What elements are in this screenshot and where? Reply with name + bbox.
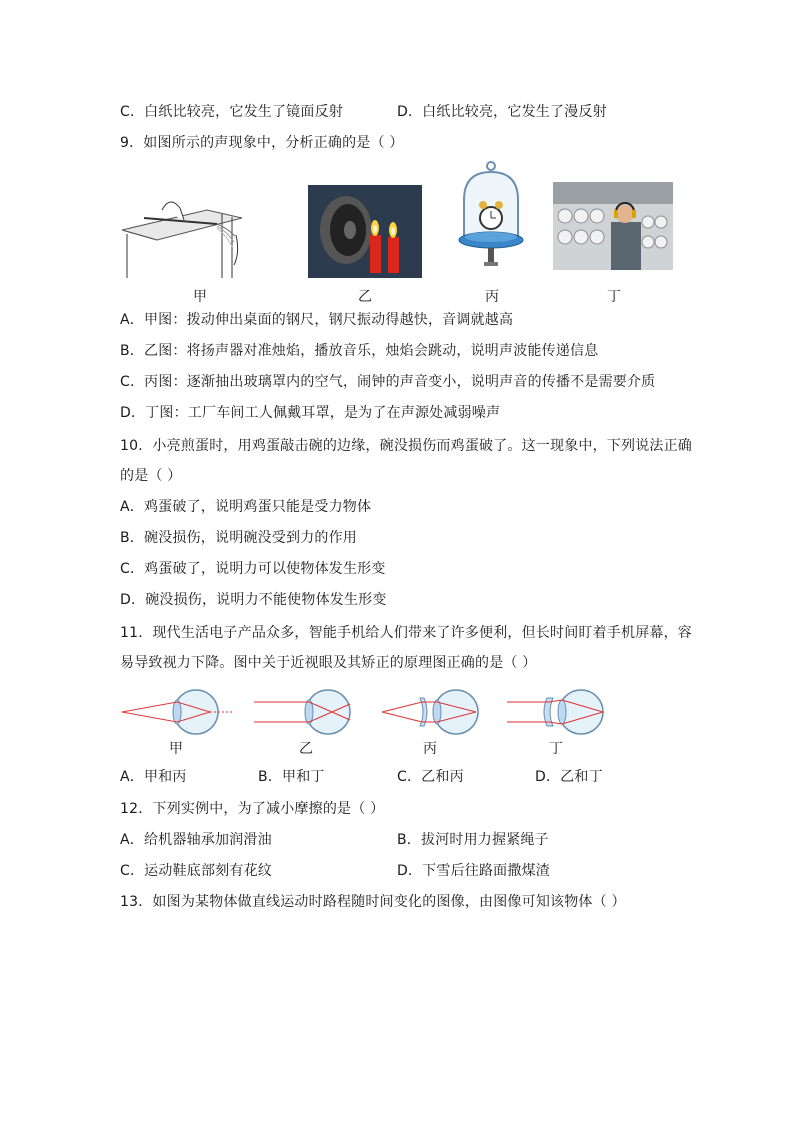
q11-caption-yi: 乙 xyxy=(299,741,313,757)
q13-stem: 13．如图为某物体做直线运动时路程随时间变化的图像，由图像可知该物体（ ） xyxy=(120,894,626,910)
q9-option-a: A．甲图：拨动伸出桌面的钢尺，钢尺振动得越快，音调就越高 xyxy=(120,312,514,328)
q10-option-a: A．鸡蛋破了，说明鸡蛋只能是受力物体 xyxy=(120,499,372,515)
q11-option-d: D．乙和丁 xyxy=(535,769,603,785)
eye-diagram-jia xyxy=(120,688,236,736)
q10-option-d: D．碗没损伤，说明力不能使物体发生形变 xyxy=(120,592,387,608)
q11-caption-ding: 丁 xyxy=(549,741,563,757)
q11-stem-line1: 11．现代生活电子产品众多，智能手机给人们带来了许多便利，但长时间盯着手机屏幕，容 xyxy=(120,625,693,641)
ruler-desk-image xyxy=(122,190,244,280)
q9-option-b: B．乙图：将扬声器对准烛焰，播放音乐，烛焰会跳动，说明声波能传递信息 xyxy=(120,343,599,359)
q8-option-c: C．白纸比较亮，它发生了镜面反射 xyxy=(120,104,343,120)
q9-caption-yi: 乙 xyxy=(358,289,372,305)
q10-stem-line1: 10．小亮煎蛋时，用鸡蛋敲击碗的边缘，碗没损伤而鸡蛋破了。这一现象中，下列说法正确 xyxy=(120,438,693,454)
q9-caption-jia: 甲 xyxy=(193,289,207,305)
factory-worker-image xyxy=(553,182,673,270)
q12-option-c: C．运动鞋底部刻有花纹 xyxy=(120,863,272,879)
eye-diagram-bing xyxy=(380,688,484,736)
speaker-candle-image xyxy=(308,185,422,278)
q11-caption-bing: 丙 xyxy=(423,741,437,757)
q10-option-b: B．碗没损伤，说明碗没受到力的作用 xyxy=(120,530,358,546)
q11-option-a: A．甲和丙 xyxy=(120,769,187,785)
q9-option-c: C．丙图：逐渐抽出玻璃罩内的空气，闹钟的声音变小，说明声音的传播不是需要介质 xyxy=(120,374,656,390)
q11-stem-line2: 易导致视力下降。图中关于近视眼及其矫正的原理图正确的是（ ） xyxy=(120,655,537,671)
q8-option-d: D．白纸比较亮，它发生了漫反射 xyxy=(397,104,607,120)
q11-option-c: C．乙和丙 xyxy=(397,769,464,785)
eye-diagram-yi xyxy=(252,688,356,736)
q12-option-b: B．拔河时用力握紧绳子 xyxy=(397,832,549,848)
q10-option-c: C．鸡蛋破了，说明力可以使物体发生形变 xyxy=(120,561,386,577)
q9-caption-bing: 丙 xyxy=(485,289,499,305)
q12-stem: 12．下列实例中，为了减小摩擦的是（ ） xyxy=(120,801,385,817)
q10-stem-line2: 的是（ ） xyxy=(120,468,182,484)
q11-caption-jia: 甲 xyxy=(169,741,183,757)
q9-option-d: D．丁图：工厂车间工人佩戴耳罩，是为了在声源处减弱噪声 xyxy=(120,405,501,421)
q12-option-a: A．给机器轴承加润滑油 xyxy=(120,832,272,848)
q11-option-b: B．甲和丁 xyxy=(258,769,325,785)
q9-stem: 9．如图所示的声现象中，分析正确的是（ ） xyxy=(120,135,404,151)
q9-caption-ding: 丁 xyxy=(607,289,621,305)
eye-diagram-ding xyxy=(505,688,609,736)
q12-option-d: D．下雪后往路面撒煤渣 xyxy=(397,863,550,879)
bell-jar-clock-image xyxy=(456,160,526,280)
